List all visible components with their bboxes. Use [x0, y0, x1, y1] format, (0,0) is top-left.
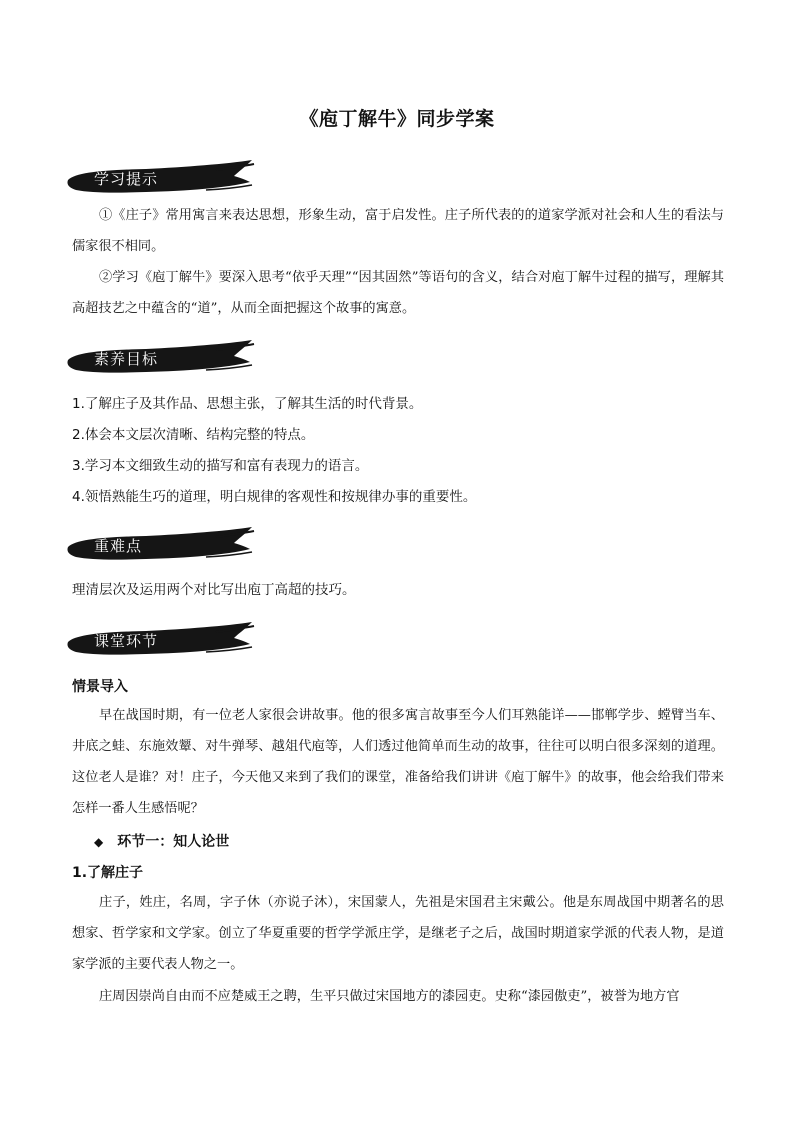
- section-header-goals: [66, 340, 256, 376]
- paragraph-zhuangzi-2: 庄周因崇尚自由而不应楚威王之聘，生平只做过宋国地方的漆园吏。史称“漆园傲吏”，被誉为地方官: [99, 989, 680, 1004]
- goal-item-1: 1.了解庄子及其作品、思想主张，了解其生活的时代背景。: [72, 396, 423, 412]
- paragraph-zhuangzi-1: 庄子，姓庄，名周，字子休（亦说子沐），宋国蒙人，先祖是宋国君主宋戴公。他是东周战国中期著名的思想家、哲学家和文学家。创立了华夏重要的哲学学派庄学，是继老子之后，战国时期道家学派的代表人物，是道家学派的主要代表人物之一。: [72, 895, 724, 972]
- key-point-text: 理清层次及运用两个对比写出庖丁高超的技巧。: [72, 582, 356, 598]
- step-one-heading: [94, 831, 229, 851]
- section-header-tips: [66, 160, 256, 196]
- section-header-label: 素养目标: [94, 350, 159, 368]
- section-header-label: 课堂环节: [94, 632, 159, 650]
- goal-item-3: 3.学习本文细致生动的描写和富有表现力的语言。: [72, 458, 369, 474]
- diamond-bullet-icon: ◆: [94, 835, 104, 849]
- page-title: 《庖丁解牛》同步学案: [299, 108, 495, 130]
- section-header-label: 学习提示: [94, 170, 159, 188]
- intro-paragraph: 早在战国时期，有一位老人家很会讲故事。他的很多寓言故事至今人们耳熟能详——邯郸学步、螳臂当车、井底之蛙、东施效颦、对牛弹琴、越俎代庖等，人们透过他简单而生动的故事，往往可以明白很多深刻的道理。这位老人是谁？对！庄子，今天他又来到了我们的课堂，准备给我们讲讲《庖丁解牛》的故事，他会给我们带来怎样一番人生感悟呢？: [72, 708, 724, 816]
- step-one-title: 环节一：知人论世: [117, 834, 230, 850]
- section-header-class: [66, 622, 256, 658]
- goal-item-2: 2.体会本文层次清晰、结构完整的特点。: [72, 427, 315, 443]
- paragraph-tip-1: ①《庄子》常用寓言来表达思想，形象生动，富于启发性。庄子所代表的的道家学派对社会和人生的看法与儒家很不相同。: [72, 208, 724, 254]
- intro-heading: 情景导入: [72, 679, 128, 695]
- section-header-key: [66, 527, 256, 563]
- section-header-label: 重难点: [94, 537, 143, 555]
- paragraph-tip-2: ②学习《庖丁解牛》要深入思考“依乎天理”“因其固然”等语句的含义，结合对庖丁解牛过程的描写，理解其高超技艺之中蕴含的“道”，从而全面把握这个故事的寓意。: [72, 270, 724, 316]
- goal-item-4: 4.领悟熟能生巧的道理，明白规律的客观性和按规律办事的重要性。: [72, 489, 477, 505]
- sub-heading-zhuangzi: 1.了解庄子: [72, 865, 144, 881]
